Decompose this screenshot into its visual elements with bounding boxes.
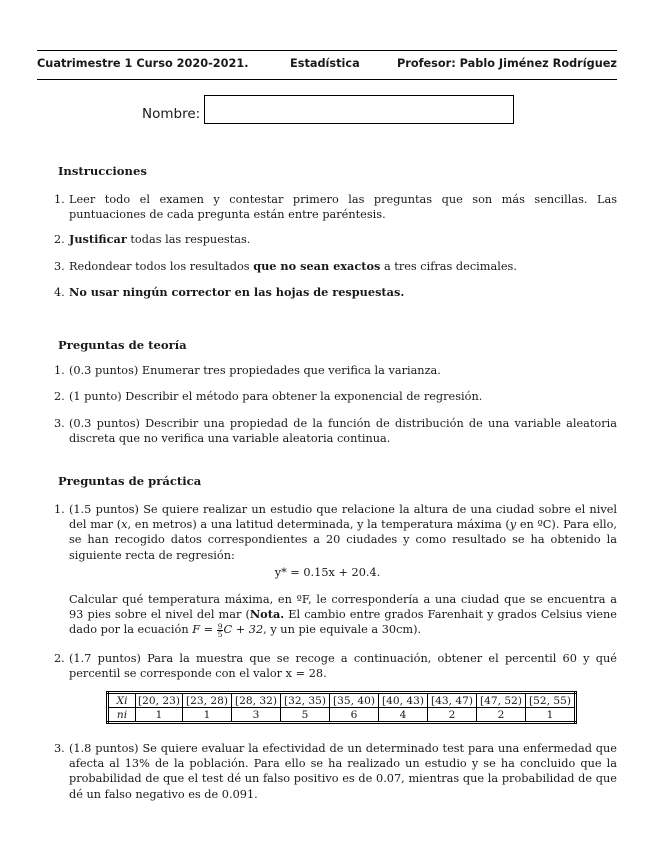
table-cell: [28, 32) bbox=[232, 693, 281, 708]
table-cell: [32, 35) bbox=[281, 693, 330, 708]
instructions-title: Instrucciones bbox=[58, 164, 147, 178]
table-cell: 6 bbox=[330, 708, 379, 723]
name-field[interactable] bbox=[204, 95, 514, 124]
subject-label: Estadística bbox=[290, 57, 360, 70]
name-label: Nombre: bbox=[142, 106, 201, 122]
practice-title: Preguntas de práctica bbox=[58, 474, 202, 488]
table-cell: 5 bbox=[281, 708, 330, 723]
instruction-item: 1. Leer todo el examen y contestar primero las preguntas que son más sencillas. Las puntuaciones de cada pregunta están entre paréntesis. bbox=[54, 193, 617, 222]
practice-question-2: 2. (1.7 puntos) Para la muestra que se recoge a continuación, obtener el percentil 60 y qué percentil se corresponde con el valor x = 28. bbox=[54, 652, 617, 681]
table-cell: [35, 40) bbox=[330, 693, 379, 708]
table-cell: [52, 55) bbox=[526, 693, 576, 708]
theory-title: Preguntas de teoría bbox=[58, 338, 187, 352]
fraction: $\frac{9}{5}$ bbox=[217, 621, 223, 639]
theory-question: 2. (1 punto) Describir el método para obtener la exponencial de regresión. bbox=[54, 390, 483, 403]
row-header-ni: ni bbox=[108, 708, 136, 723]
row-header-xi: Xi bbox=[108, 693, 136, 708]
theory-question: 1. (0.3 puntos) Enumerar tres propiedades que verifica la varianza. bbox=[54, 364, 441, 377]
table-cell: 2 bbox=[477, 708, 526, 723]
frequency-table bbox=[106, 691, 577, 724]
table-cell: 4 bbox=[379, 708, 428, 723]
table-cell: [23, 28) bbox=[183, 693, 232, 708]
regression-equation: y* = 0.15x + 20.4. bbox=[274, 566, 381, 579]
instruction-item: 4. No usar ningún corrector en las hojas de respuestas. bbox=[54, 285, 405, 299]
header-top-rule bbox=[37, 50, 617, 51]
table-cell: [20, 23) bbox=[136, 693, 183, 708]
instruction-item: 3. Redondear todos los resultados que no sean exactos a tres cifras decimales. bbox=[54, 259, 517, 273]
practice-question-1: 1. (1.5 puntos) Se quiere realizar un estudio que relacione la altura de una ciudad sobre el nivel del mar (x, en metros) a una latitud determinada, y la temperatura máxima (y en ºC). Para ello, se han recogido datos correspondientes a 20 ciudades y como resultado se ha obtenido la siguiente recta de regresión: bbox=[54, 503, 618, 562]
header-bottom-rule bbox=[37, 79, 617, 80]
table-cell: 3 bbox=[232, 708, 281, 723]
table-cell: 1 bbox=[526, 708, 576, 723]
table-cell: 2 bbox=[428, 708, 477, 723]
professor-label: Profesor: Pablo Jiménez Rodríguez bbox=[396, 57, 617, 70]
table-row bbox=[108, 693, 576, 708]
exam-header bbox=[37, 57, 617, 73]
practice-question-3: 3. (1.8 puntos) Se quiere evaluar la efectividad de un determinado test para una enfermedad que afecta al 13% de la población. Para ello se ha realizado un estudio y se ha concluido que la probabilidad de que el test dé un falso positivo es de 0.07, mientras que la probabilidad de que dé un falso negativo es de 0.091. bbox=[54, 742, 617, 801]
table-cell: [43, 47) bbox=[428, 693, 477, 708]
table-row bbox=[108, 708, 576, 723]
course-label: Cuatrimestre 1 Curso 2020-2021. bbox=[37, 57, 249, 70]
practice-question-1-task: Calcular qué temperatura máxima, en ºF, le correspondería a una ciudad que se encuentra a 93 pies sobre el nivel del mar (Nota. El cambio entre grados Farenhait y grados Celsius viene dado por la ecuación F = $\frac{9}{5}$ C + 32, y un pie equivale a 30cm). bbox=[69, 593, 617, 639]
table-cell: [40, 43) bbox=[379, 693, 428, 708]
table-cell: 1 bbox=[136, 708, 183, 723]
instruction-item: 2. Justificar todas las respuestas. bbox=[54, 232, 251, 246]
table-cell: [47, 52) bbox=[477, 693, 526, 708]
table-cell: 1 bbox=[183, 708, 232, 723]
theory-question: 3. (0.3 puntos) Describir una propiedad de la función de distribución de una variable aleatoria discreta que no verifica una variable aleatoria continua. bbox=[54, 417, 617, 446]
